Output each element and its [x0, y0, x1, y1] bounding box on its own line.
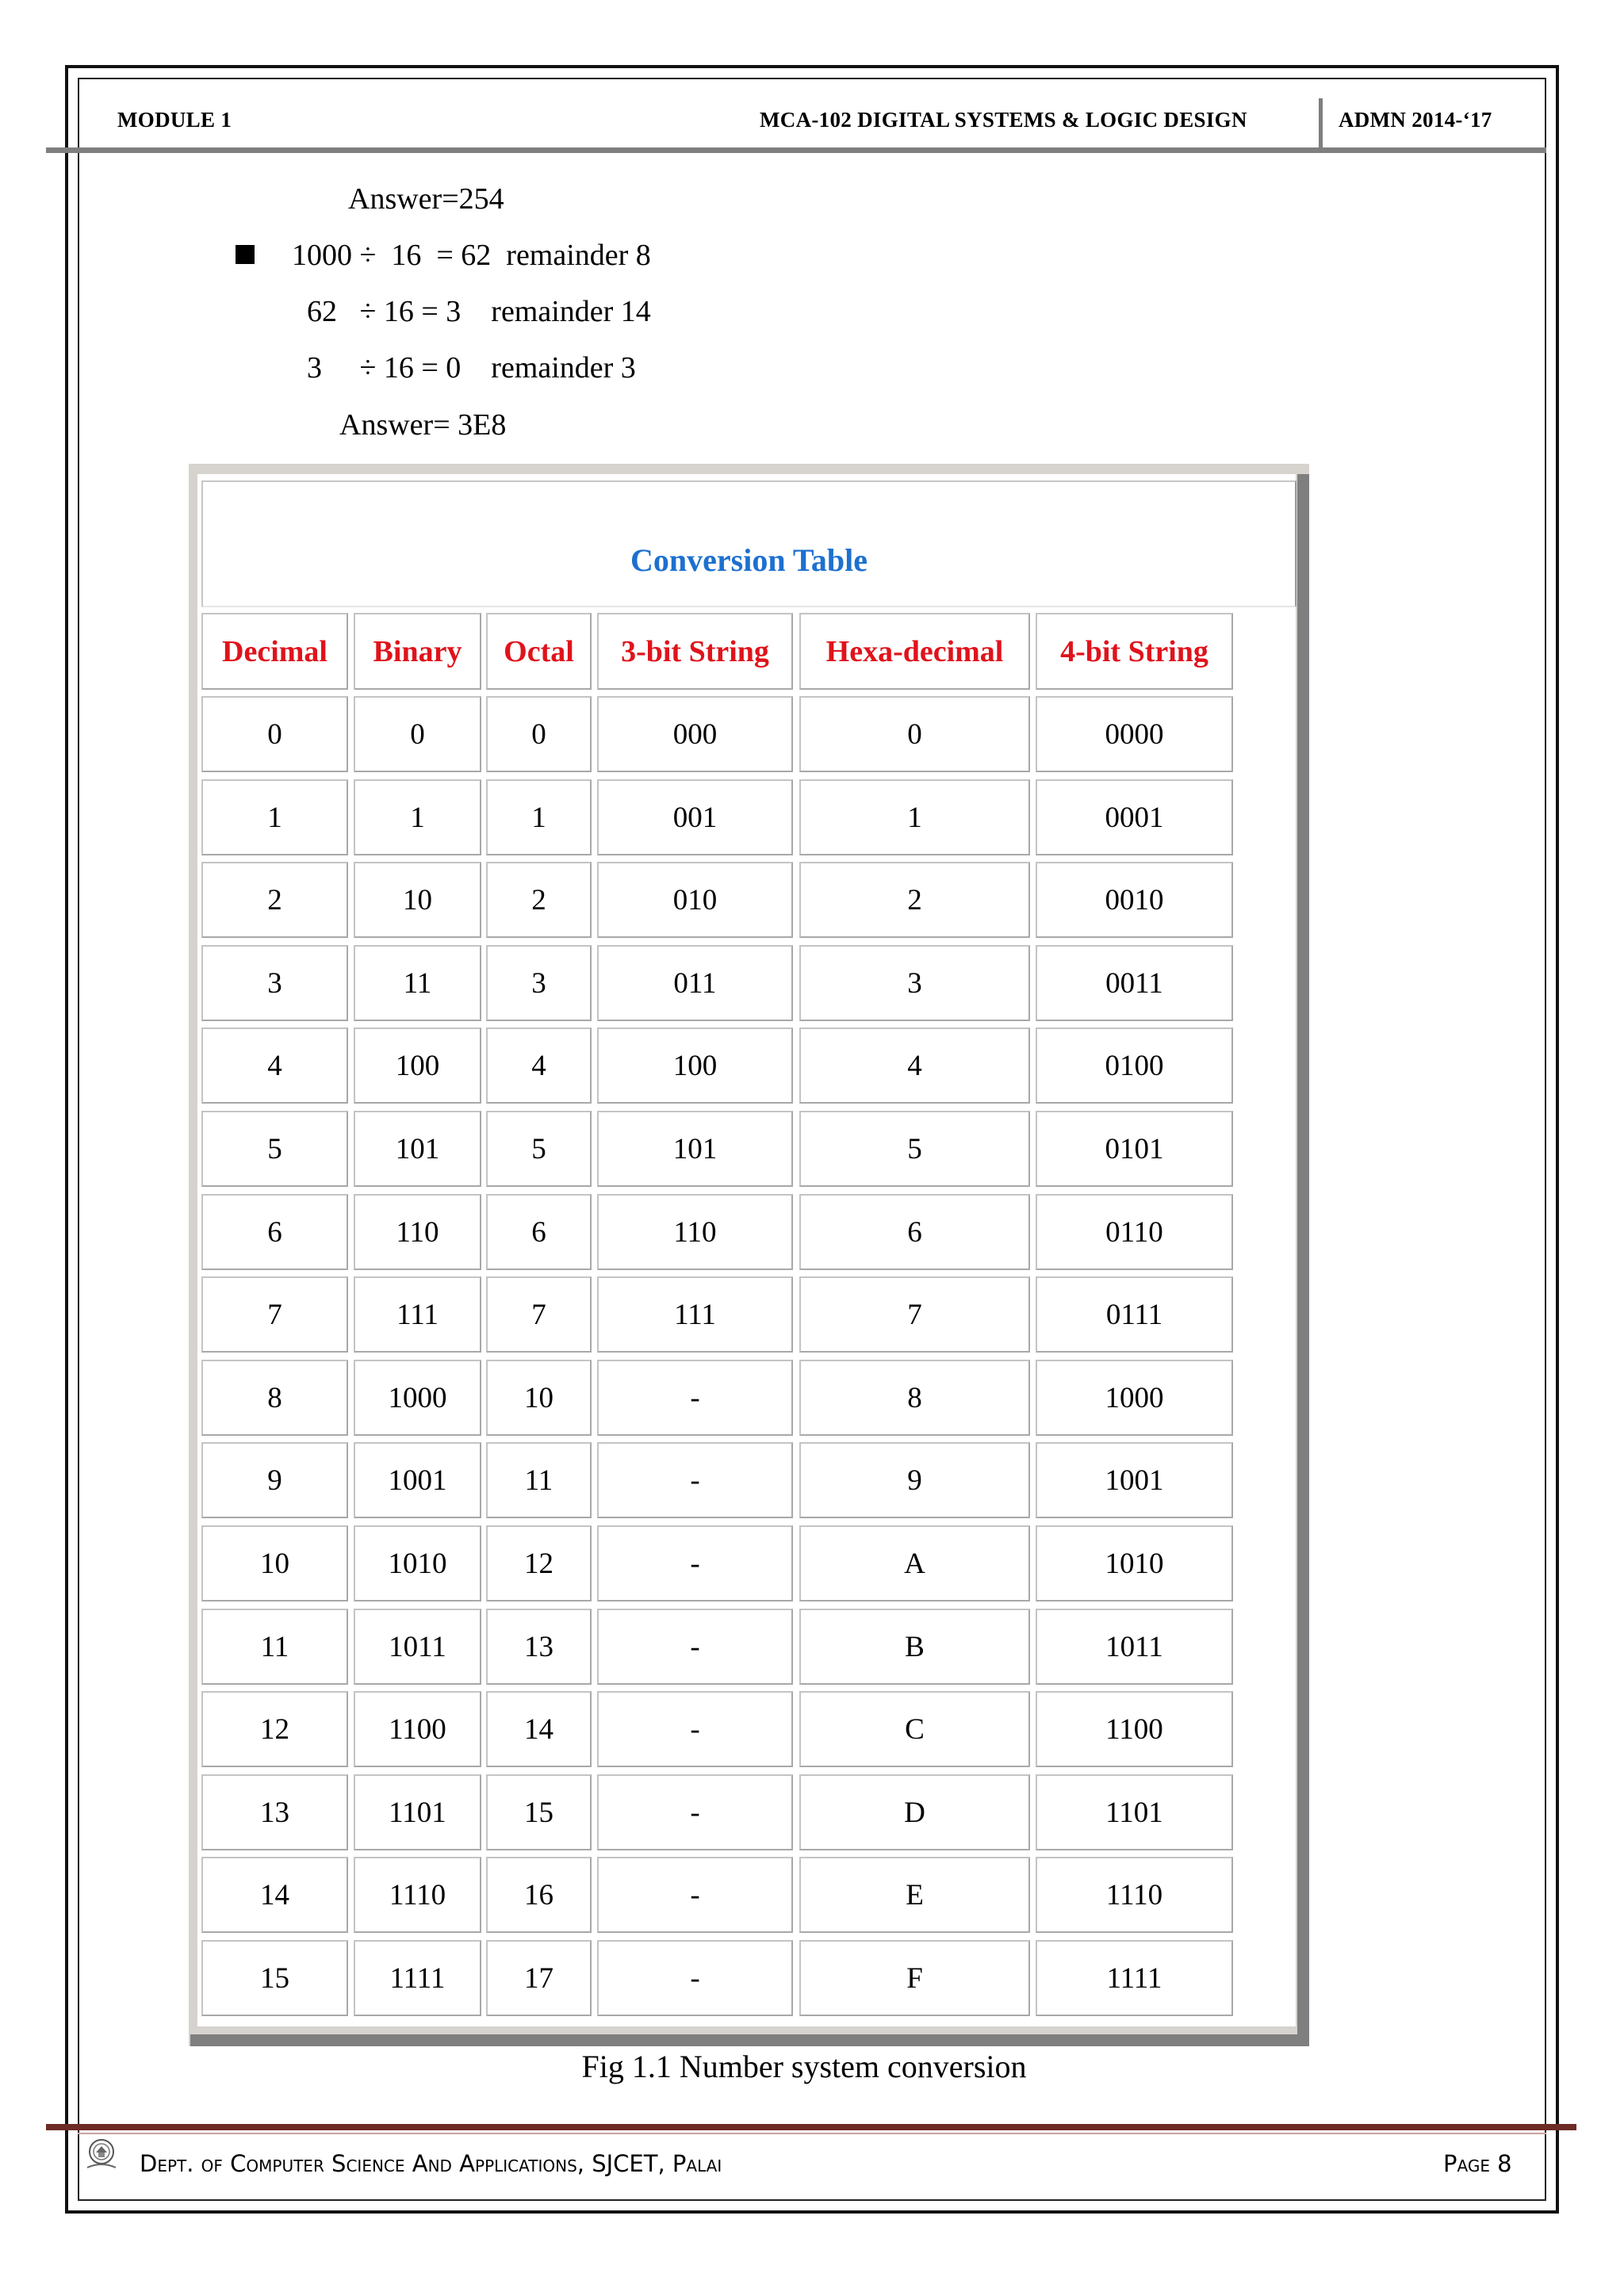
- table-cell: 12: [201, 1691, 348, 1767]
- table-cell: 1: [486, 779, 592, 855]
- table-cell: -: [597, 1857, 793, 1933]
- square-bullet-icon: [236, 245, 255, 264]
- table-title: Conversion Table: [630, 542, 868, 578]
- table-cell: 1000: [354, 1360, 481, 1436]
- table-cell: 14: [201, 1857, 348, 1933]
- table-cell: 2: [201, 862, 348, 938]
- table-cell: C: [799, 1691, 1030, 1767]
- table-cell: 9: [201, 1442, 348, 1518]
- table-cell: 1110: [1036, 1857, 1233, 1933]
- table-cell: 10: [354, 862, 481, 938]
- table-cell: 4: [799, 1027, 1030, 1104]
- table-cell: -: [597, 1609, 793, 1685]
- table-cell: 1000: [1036, 1360, 1233, 1436]
- table-cell: 1001: [354, 1442, 481, 1518]
- table-cell: 5: [799, 1111, 1030, 1187]
- table-cell: 0: [486, 696, 592, 772]
- footer-rule: [46, 2124, 1576, 2130]
- table-cell: 0011: [1036, 945, 1233, 1021]
- table-cell: 15: [201, 1940, 348, 2016]
- table-cell: 110: [597, 1194, 793, 1270]
- header-separator: [1319, 98, 1323, 151]
- table-cell: 011: [597, 945, 793, 1021]
- table-header-cell: Hexa-decimal: [799, 613, 1030, 690]
- header-module: MODULE 1: [117, 108, 232, 132]
- table-header-cell: Octal: [486, 613, 592, 690]
- table-cell: 1011: [1036, 1609, 1233, 1685]
- header-course-title: MCA-102 DIGITAL SYSTEMS & LOGIC DESIGN: [760, 108, 1247, 132]
- header-admission: ADMN 2014-‘17: [1339, 108, 1492, 132]
- table-cell: F: [799, 1940, 1030, 2016]
- table-cell: 1: [201, 779, 348, 855]
- table-cell: 0: [354, 696, 481, 772]
- table-cell: 101: [354, 1111, 481, 1187]
- figure-caption: Fig 1.1 Number system conversion: [581, 2049, 1027, 2084]
- table-cell: 11: [354, 945, 481, 1021]
- table-cell: 0111: [1036, 1276, 1233, 1353]
- table-cell: 7: [799, 1276, 1030, 1353]
- table-cell: 5: [486, 1111, 592, 1187]
- table-cell: 1101: [354, 1774, 481, 1850]
- table-cell: 13: [486, 1609, 592, 1685]
- table-cell: 4: [486, 1027, 592, 1104]
- table-cell: 2: [486, 862, 592, 938]
- table-cell: 1010: [1036, 1525, 1233, 1601]
- table-cell: -: [597, 1940, 793, 2016]
- table-cell: 15: [486, 1774, 592, 1850]
- table-cell: 1100: [354, 1691, 481, 1767]
- table-cell: 001: [597, 779, 793, 855]
- figure-shadow-bottom: [190, 2034, 1309, 2046]
- table-cell: 000: [597, 696, 793, 772]
- table-cell: E: [799, 1857, 1030, 1933]
- table-cell: A: [799, 1525, 1030, 1601]
- table-cell: 0110: [1036, 1194, 1233, 1270]
- table-header-cell: Decimal: [201, 613, 348, 690]
- answer-line-2: Answer= 3E8: [339, 408, 507, 442]
- table-cell: 7: [486, 1276, 592, 1353]
- table-cell: 1: [354, 779, 481, 855]
- table-cell: 0: [799, 696, 1030, 772]
- table-cell: 4: [201, 1027, 348, 1104]
- table-cell: 10: [201, 1525, 348, 1601]
- college-emblem-icon: [82, 2136, 121, 2172]
- table-cell: 13: [201, 1774, 348, 1850]
- table-cell: 16: [486, 1857, 592, 1933]
- table-cell: 8: [201, 1360, 348, 1436]
- footer-rule-thin: [78, 2133, 1546, 2134]
- table-cell: 8: [799, 1360, 1030, 1436]
- table-header-cell: 4-bit String: [1036, 613, 1233, 690]
- table-cell: 1101: [1036, 1774, 1233, 1850]
- table-cell: 14: [486, 1691, 592, 1767]
- table-cell: 2: [799, 862, 1030, 938]
- footer-department: Dept. of Computer Science And Applications, SJCET, Palai: [140, 2150, 722, 2177]
- table-cell: 1001: [1036, 1442, 1233, 1518]
- table-cell: 1100: [1036, 1691, 1233, 1767]
- table-cell: 5: [201, 1111, 348, 1187]
- answer-line-1: Answer=254: [348, 182, 504, 216]
- table-cell: 11: [486, 1442, 592, 1518]
- table-cell: 1: [799, 779, 1030, 855]
- table-cell: 6: [799, 1194, 1030, 1270]
- table-cell: 3: [799, 945, 1030, 1021]
- table-cell: -: [597, 1360, 793, 1436]
- division-line-3: 3 ÷ 16 = 0 remainder 3: [307, 351, 636, 385]
- table-cell: 110: [354, 1194, 481, 1270]
- table-cell: 100: [597, 1027, 793, 1104]
- table-cell: -: [597, 1442, 793, 1518]
- footer-page-number: Page 8: [1443, 2150, 1512, 2177]
- table-cell: 010: [597, 862, 793, 938]
- table-cell: 1110: [354, 1857, 481, 1933]
- table-cell: 9: [799, 1442, 1030, 1518]
- table-cell: 111: [597, 1276, 793, 1353]
- table-cell: 6: [486, 1194, 592, 1270]
- table-cell: 0000: [1036, 696, 1233, 772]
- table-cell: -: [597, 1774, 793, 1850]
- table-cell: -: [597, 1691, 793, 1767]
- table-cell: 1010: [354, 1525, 481, 1601]
- table-cell: 1011: [354, 1609, 481, 1685]
- table-cell: 3: [486, 945, 592, 1021]
- figure-shadow-right: [1297, 474, 1309, 2046]
- table-cell: 0100: [1036, 1027, 1233, 1104]
- table-cell: D: [799, 1774, 1030, 1850]
- table-cell: 1111: [1036, 1940, 1233, 2016]
- table-cell: 0: [201, 696, 348, 772]
- table-cell: 12: [486, 1525, 592, 1601]
- table-cell: 17: [486, 1940, 592, 2016]
- table-cell: 0010: [1036, 862, 1233, 938]
- table-cell: 101: [597, 1111, 793, 1187]
- table-cell: 0001: [1036, 779, 1233, 855]
- table-cell: 0101: [1036, 1111, 1233, 1187]
- table-cell: 11: [201, 1609, 348, 1685]
- table-cell: -: [597, 1525, 793, 1601]
- table-header-cell: 3-bit String: [597, 613, 793, 690]
- table-header-cell: Binary: [354, 613, 481, 690]
- table-cell: 100: [354, 1027, 481, 1104]
- table-cell: 111: [354, 1276, 481, 1353]
- division-line-1: 1000 ÷ 16 = 62 remainder 8: [292, 239, 651, 272]
- table-cell: 1111: [354, 1940, 481, 2016]
- table-cell: 6: [201, 1194, 348, 1270]
- table-cell: 7: [201, 1276, 348, 1353]
- division-line-2: 62 ÷ 16 = 3 remainder 14: [307, 295, 651, 328]
- table-cell: 3: [201, 945, 348, 1021]
- table-cell: 10: [486, 1360, 592, 1436]
- table-cell: B: [799, 1609, 1030, 1685]
